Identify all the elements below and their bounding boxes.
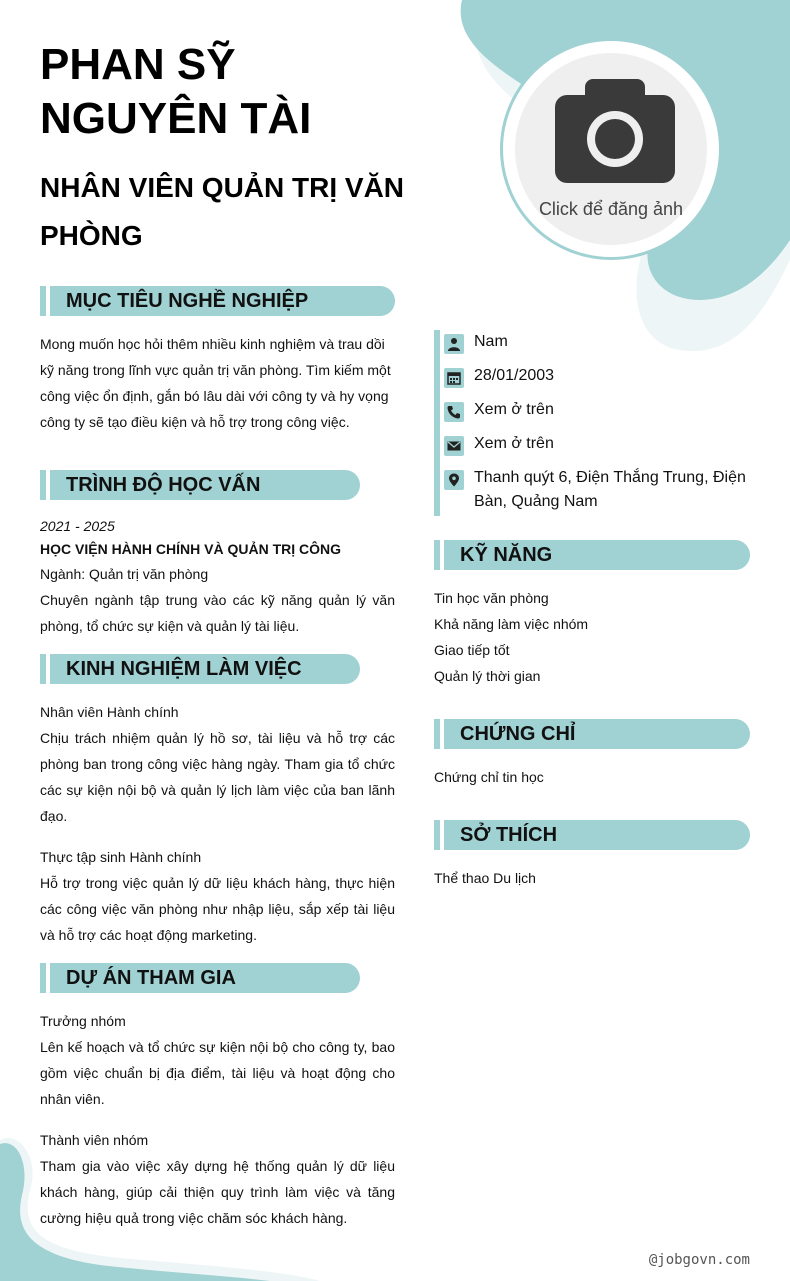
skill-item: Khả năng làm việc nhóm [434, 616, 589, 632]
projects-heading [40, 963, 360, 993]
skills-heading [434, 540, 750, 570]
skill-item: Giao tiếp tốt [434, 642, 510, 658]
project-description: Tham gia vào việc xây dựng hệ thống quản lý dữ liệu khách hàng, giúp cải thiện quy trình làm việc và tăng cường hiệu quả trong việc chăm sóc khách hàng. [40, 1158, 395, 1226]
person-icon [444, 334, 464, 354]
education-school: HỌC VIỆN HÀNH CHÍNH VÀ QUẢN TRỊ CÔNG [40, 541, 342, 557]
objective-text: Mong muốn học hỏi thêm nhiều kinh nghiệm và trau dồi kỹ năng trong lĩnh vực quản trị văn phòng. Tìm kiếm một công việc ổn định, gắn bó lâu dài với công ty và hy vọng công ty sẽ tạo điều kiện và hỗ trợ trong công việc. [40, 336, 391, 430]
experience-description: Chịu trách nhiệm quản lý hồ sơ, tài liệu và hỗ trợ các phòng ban trong công việc hàng ngày. Tham gia tổ chức các sự kiện nội bộ và quản lý lịch làm việc của ban lãnh đạo. [40, 730, 395, 824]
project-description: Lên kế hoạch và tổ chức sự kiện nội bộ cho công ty, bao gồm việc chuẩn bị địa điểm, tài liệu và hoạt động cho nhân viên. [40, 1039, 395, 1107]
certificate-item: Chứng chỉ tin học [434, 769, 544, 785]
contact-email: Xem ở trên [474, 435, 554, 452]
photo-placeholder[interactable] [515, 53, 707, 245]
email-icon [444, 436, 464, 456]
education-description: Chuyên ngành tập trung vào các kỹ năng quản lý văn phòng, tổ chức sự kiện và quản lý tài liệu. [40, 592, 395, 634]
experience-title: KINH NGHIỆM LÀM VIỆC [66, 658, 302, 680]
hobbies-text: Thể thao Du lịch [434, 870, 536, 886]
education-heading [40, 470, 360, 500]
hobbies-heading [434, 820, 750, 850]
project-position: Trưởng nhóm [40, 1013, 126, 1029]
name-line-2: NGUYÊN TÀI [40, 94, 312, 143]
certificates-heading [434, 719, 750, 749]
objective-title: MỤC TIÊU NGHỀ NGHIỆP [66, 290, 309, 312]
contact-gender: Nam [474, 333, 508, 350]
skills-title: KỸ NĂNG [460, 544, 553, 566]
project-position: Thành viên nhóm [40, 1132, 149, 1148]
contact-birthday: 28/01/2003 [474, 367, 555, 384]
calendar-icon [444, 368, 464, 388]
experience-heading [40, 654, 360, 684]
photo-upload-label: Click để đăng ảnh [538, 199, 684, 219]
education-major: Ngành: Quản trị văn phòng [40, 566, 209, 582]
education-period: 2021 - 2025 [40, 518, 115, 534]
experience-position: Nhân viên Hành chính [40, 704, 179, 720]
photo-upload[interactable] [500, 38, 722, 260]
experience-description: Hỗ trợ trong việc quản lý dữ liệu khách hàng, thực hiện các công việc văn phòng như nhập liệu, sắp xếp tài liệu và hỗ trợ các hoạt động marketing. [40, 875, 395, 943]
location-icon [444, 470, 464, 490]
name-line-1: PHAN SỸ [40, 40, 236, 89]
skill-item: Tin học văn phòng [434, 590, 549, 606]
contact-phone: Xem ở trên [474, 401, 554, 418]
education-title: TRÌNH ĐỘ HỌC VẤN [66, 474, 261, 496]
experience-position: Thực tập sinh Hành chính [40, 849, 202, 865]
contact-rail [434, 330, 440, 516]
objective-heading [40, 286, 395, 316]
contact-address: Thanh quýt 6, Điện Thắng Trung, Điện Bàn, Quảng Nam [474, 469, 746, 510]
hobbies-title: SỞ THÍCH [460, 824, 558, 846]
phone-icon [444, 402, 464, 422]
job-title: NHÂN VIÊN QUẢN TRỊ VĂN PHÒNG [40, 172, 405, 251]
skill-item: Quản lý thời gian [434, 668, 541, 684]
footer-credit: @jobgovn.com [648, 1252, 750, 1268]
projects-title: DỰ ÁN THAM GIA [66, 967, 236, 989]
candidate-name [40, 38, 400, 146]
camera-icon [555, 79, 675, 183]
certificates-title: CHỨNG CHỈ [460, 723, 576, 745]
